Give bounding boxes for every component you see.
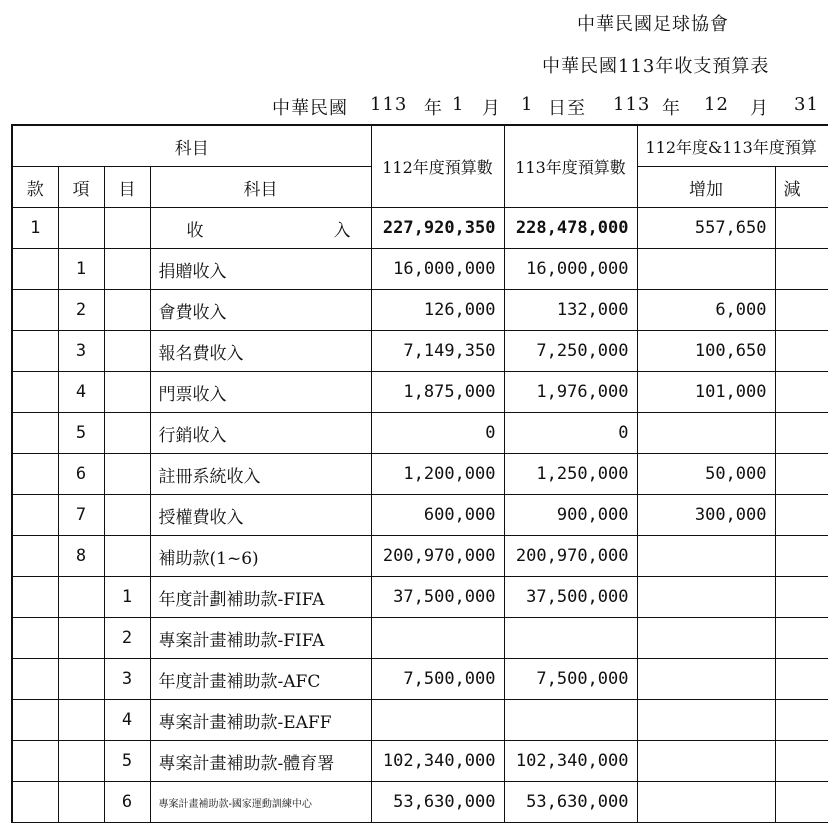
xiang-cell [58, 577, 104, 618]
subject-header: 科目 [150, 167, 371, 208]
xiang-cell [58, 782, 104, 823]
increase-cell [637, 249, 775, 290]
xiang-cell: 6 [58, 454, 104, 495]
budget-112-cell: 227,920,350 [371, 208, 504, 249]
kuan-cell [12, 331, 58, 372]
xiang-cell [58, 208, 104, 249]
increase-cell: 557,650 [637, 208, 775, 249]
period-year-label: 年 [424, 98, 443, 119]
decrease-cell [775, 536, 828, 577]
increase-cell: 100,650 [637, 331, 775, 372]
mu-cell [104, 331, 150, 372]
increase-header: 增加 [637, 167, 775, 208]
subject-cell: 專案計畫補助款-國家運動訓練中心 [150, 782, 371, 823]
budget-113-header: 113年度預算數 [504, 125, 637, 208]
xiang-cell: 7 [58, 495, 104, 536]
kuan-cell [12, 741, 58, 782]
budget-rows [12, 208, 828, 823]
xiang-cell [58, 618, 104, 659]
subject-cell: 年度計劃補助款-FIFA [150, 577, 371, 618]
mu-cell: 1 [104, 577, 150, 618]
decrease-cell [775, 249, 828, 290]
budget-table [11, 124, 828, 823]
budget-112-cell: 16,000,000 [371, 249, 504, 290]
increase-cell [637, 659, 775, 700]
decrease-cell [775, 208, 828, 249]
mu-cell [104, 290, 150, 331]
xiang-cell [58, 659, 104, 700]
budget-112-cell: 102,340,000 [371, 741, 504, 782]
decrease-cell [775, 700, 828, 741]
table-row [12, 331, 828, 372]
mu-cell: 3 [104, 659, 150, 700]
budget-113-cell: 7,250,000 [504, 331, 637, 372]
budget-112-cell: 1,875,000 [371, 372, 504, 413]
budget-112-cell: 200,970,000 [371, 536, 504, 577]
kuan-cell [12, 290, 58, 331]
budget-112-cell: 37,500,000 [371, 577, 504, 618]
mu-cell [104, 454, 150, 495]
budget-113-cell: 132,000 [504, 290, 637, 331]
budget-113-cell: 0 [504, 413, 637, 454]
period-end-day: 31 [794, 94, 819, 115]
period-start-day: 1 [521, 94, 534, 115]
mu-cell [104, 495, 150, 536]
budget-112-cell [371, 618, 504, 659]
xiang-cell: 4 [58, 372, 104, 413]
decrease-cell [775, 495, 828, 536]
budget-112-cell: 600,000 [371, 495, 504, 536]
organization-name: 中華民國足球協會 [577, 14, 729, 35]
mu-cell [104, 413, 150, 454]
table-row [12, 249, 828, 290]
comparison-header: 112年度&113年度預算 [637, 125, 828, 167]
subject-text-part2: 入 [333, 220, 351, 241]
budget-112-cell [371, 700, 504, 741]
xiang-cell: 3 [58, 331, 104, 372]
budget-113-cell: 1,250,000 [504, 454, 637, 495]
xiang-header: 項 [58, 167, 104, 208]
decrease-cell [775, 372, 828, 413]
period-end-month-label: 月 [750, 98, 769, 119]
period-start-month: 1 [452, 94, 465, 115]
subject-cell: 授權費收入 [150, 495, 371, 536]
mu-header: 目 [104, 167, 150, 208]
kuan-cell [12, 413, 58, 454]
kuan-cell [12, 454, 58, 495]
mu-cell [104, 249, 150, 290]
subject-cell: 專案計畫補助款-FIFA [150, 618, 371, 659]
budget-113-cell: 53,630,000 [504, 782, 637, 823]
xiang-cell: 5 [58, 413, 104, 454]
mu-cell: 4 [104, 700, 150, 741]
decrease-cell [775, 577, 828, 618]
budget-113-cell: 102,340,000 [504, 741, 637, 782]
subject-cell: 年度計畫補助款-AFC [150, 659, 371, 700]
increase-cell: 300,000 [637, 495, 775, 536]
increase-cell [637, 536, 775, 577]
budget-113-cell: 37,500,000 [504, 577, 637, 618]
budget-113-cell: 16,000,000 [504, 249, 637, 290]
decrease-header: 減 [775, 167, 828, 208]
budget-113-cell: 900,000 [504, 495, 637, 536]
kuan-cell [12, 536, 58, 577]
mu-cell: 2 [104, 618, 150, 659]
table-row [12, 577, 828, 618]
mu-cell [104, 208, 150, 249]
table-row [12, 618, 828, 659]
kuan-cell [12, 700, 58, 741]
increase-cell: 50,000 [637, 454, 775, 495]
budget-112-cell: 0 [371, 413, 504, 454]
table-row [12, 495, 828, 536]
subject-cell: 註冊系統收入 [150, 454, 371, 495]
table-row [12, 208, 828, 249]
increase-cell [637, 618, 775, 659]
decrease-cell [775, 782, 828, 823]
subject-cell: 捐贈收入 [150, 249, 371, 290]
budget-112-cell: 7,149,350 [371, 331, 504, 372]
xiang-cell: 1 [58, 249, 104, 290]
budget-113-cell [504, 700, 637, 741]
table-row [12, 782, 828, 823]
increase-cell [637, 700, 775, 741]
kuan-cell [12, 782, 58, 823]
period-to-label: 日至 [548, 98, 586, 119]
subject-cell [150, 208, 371, 249]
kuan-cell: 1 [12, 208, 58, 249]
budget-112-cell: 53,630,000 [371, 782, 504, 823]
subject-cell: 會費收入 [150, 290, 371, 331]
budget-113-cell: 7,500,000 [504, 659, 637, 700]
budget-112-cell: 7,500,000 [371, 659, 504, 700]
header-row-1 [12, 125, 828, 167]
subject-cell: 門票收入 [150, 372, 371, 413]
increase-cell: 101,000 [637, 372, 775, 413]
budget-112-cell: 1,200,000 [371, 454, 504, 495]
kuan-cell [12, 372, 58, 413]
period-end-month: 12 [704, 94, 729, 115]
increase-cell: 6,000 [637, 290, 775, 331]
mu-cell [104, 536, 150, 577]
decrease-cell [775, 659, 828, 700]
kuan-cell [12, 659, 58, 700]
kuan-cell [12, 495, 58, 536]
budget-113-cell [504, 618, 637, 659]
subject-cell: 報名費收入 [150, 331, 371, 372]
increase-cell [637, 741, 775, 782]
period-end-year: 113 [613, 94, 651, 115]
budget-113-cell: 200,970,000 [504, 536, 637, 577]
decrease-cell [775, 618, 828, 659]
subject-cell: 專案計畫補助款-EAFF [150, 700, 371, 741]
xiang-cell: 8 [58, 536, 104, 577]
budget-113-cell: 1,976,000 [504, 372, 637, 413]
budget-112-header: 112年度預算數 [371, 125, 504, 208]
mu-cell: 6 [104, 782, 150, 823]
table-row [12, 700, 828, 741]
document-title: 中華民國113年收支預算表 [542, 56, 770, 77]
kuan-cell [12, 249, 58, 290]
period-prefix: 中華民國 [272, 98, 348, 119]
table-row [12, 372, 828, 413]
subject-cell: 補助款(1~6) [150, 536, 371, 577]
xiang-cell [58, 741, 104, 782]
subject-text-part1: 收 [186, 220, 204, 241]
kuan-cell [12, 618, 58, 659]
decrease-cell [775, 331, 828, 372]
period-start-year: 113 [370, 94, 408, 115]
xiang-cell: 2 [58, 290, 104, 331]
xiang-cell [58, 700, 104, 741]
table-row [12, 536, 828, 577]
table-row [12, 454, 828, 495]
mu-cell: 5 [104, 741, 150, 782]
increase-cell [637, 413, 775, 454]
subject-cell: 行銷收入 [150, 413, 371, 454]
decrease-cell [775, 290, 828, 331]
table-row [12, 290, 828, 331]
subject-group-header: 科目 [12, 125, 371, 167]
decrease-cell [775, 741, 828, 782]
increase-cell [637, 782, 775, 823]
period-end-year-label: 年 [662, 98, 681, 119]
decrease-cell [775, 413, 828, 454]
kuan-header: 款 [12, 167, 58, 208]
increase-cell [637, 577, 775, 618]
budget-112-cell: 126,000 [371, 290, 504, 331]
budget-113-cell: 228,478,000 [504, 208, 637, 249]
kuan-cell [12, 577, 58, 618]
subject-cell: 專案計畫補助款-體育署 [150, 741, 371, 782]
decrease-cell [775, 454, 828, 495]
period-month-label: 月 [482, 98, 501, 119]
table-row [12, 741, 828, 782]
mu-cell [104, 372, 150, 413]
table-row [12, 659, 828, 700]
table-row [12, 413, 828, 454]
